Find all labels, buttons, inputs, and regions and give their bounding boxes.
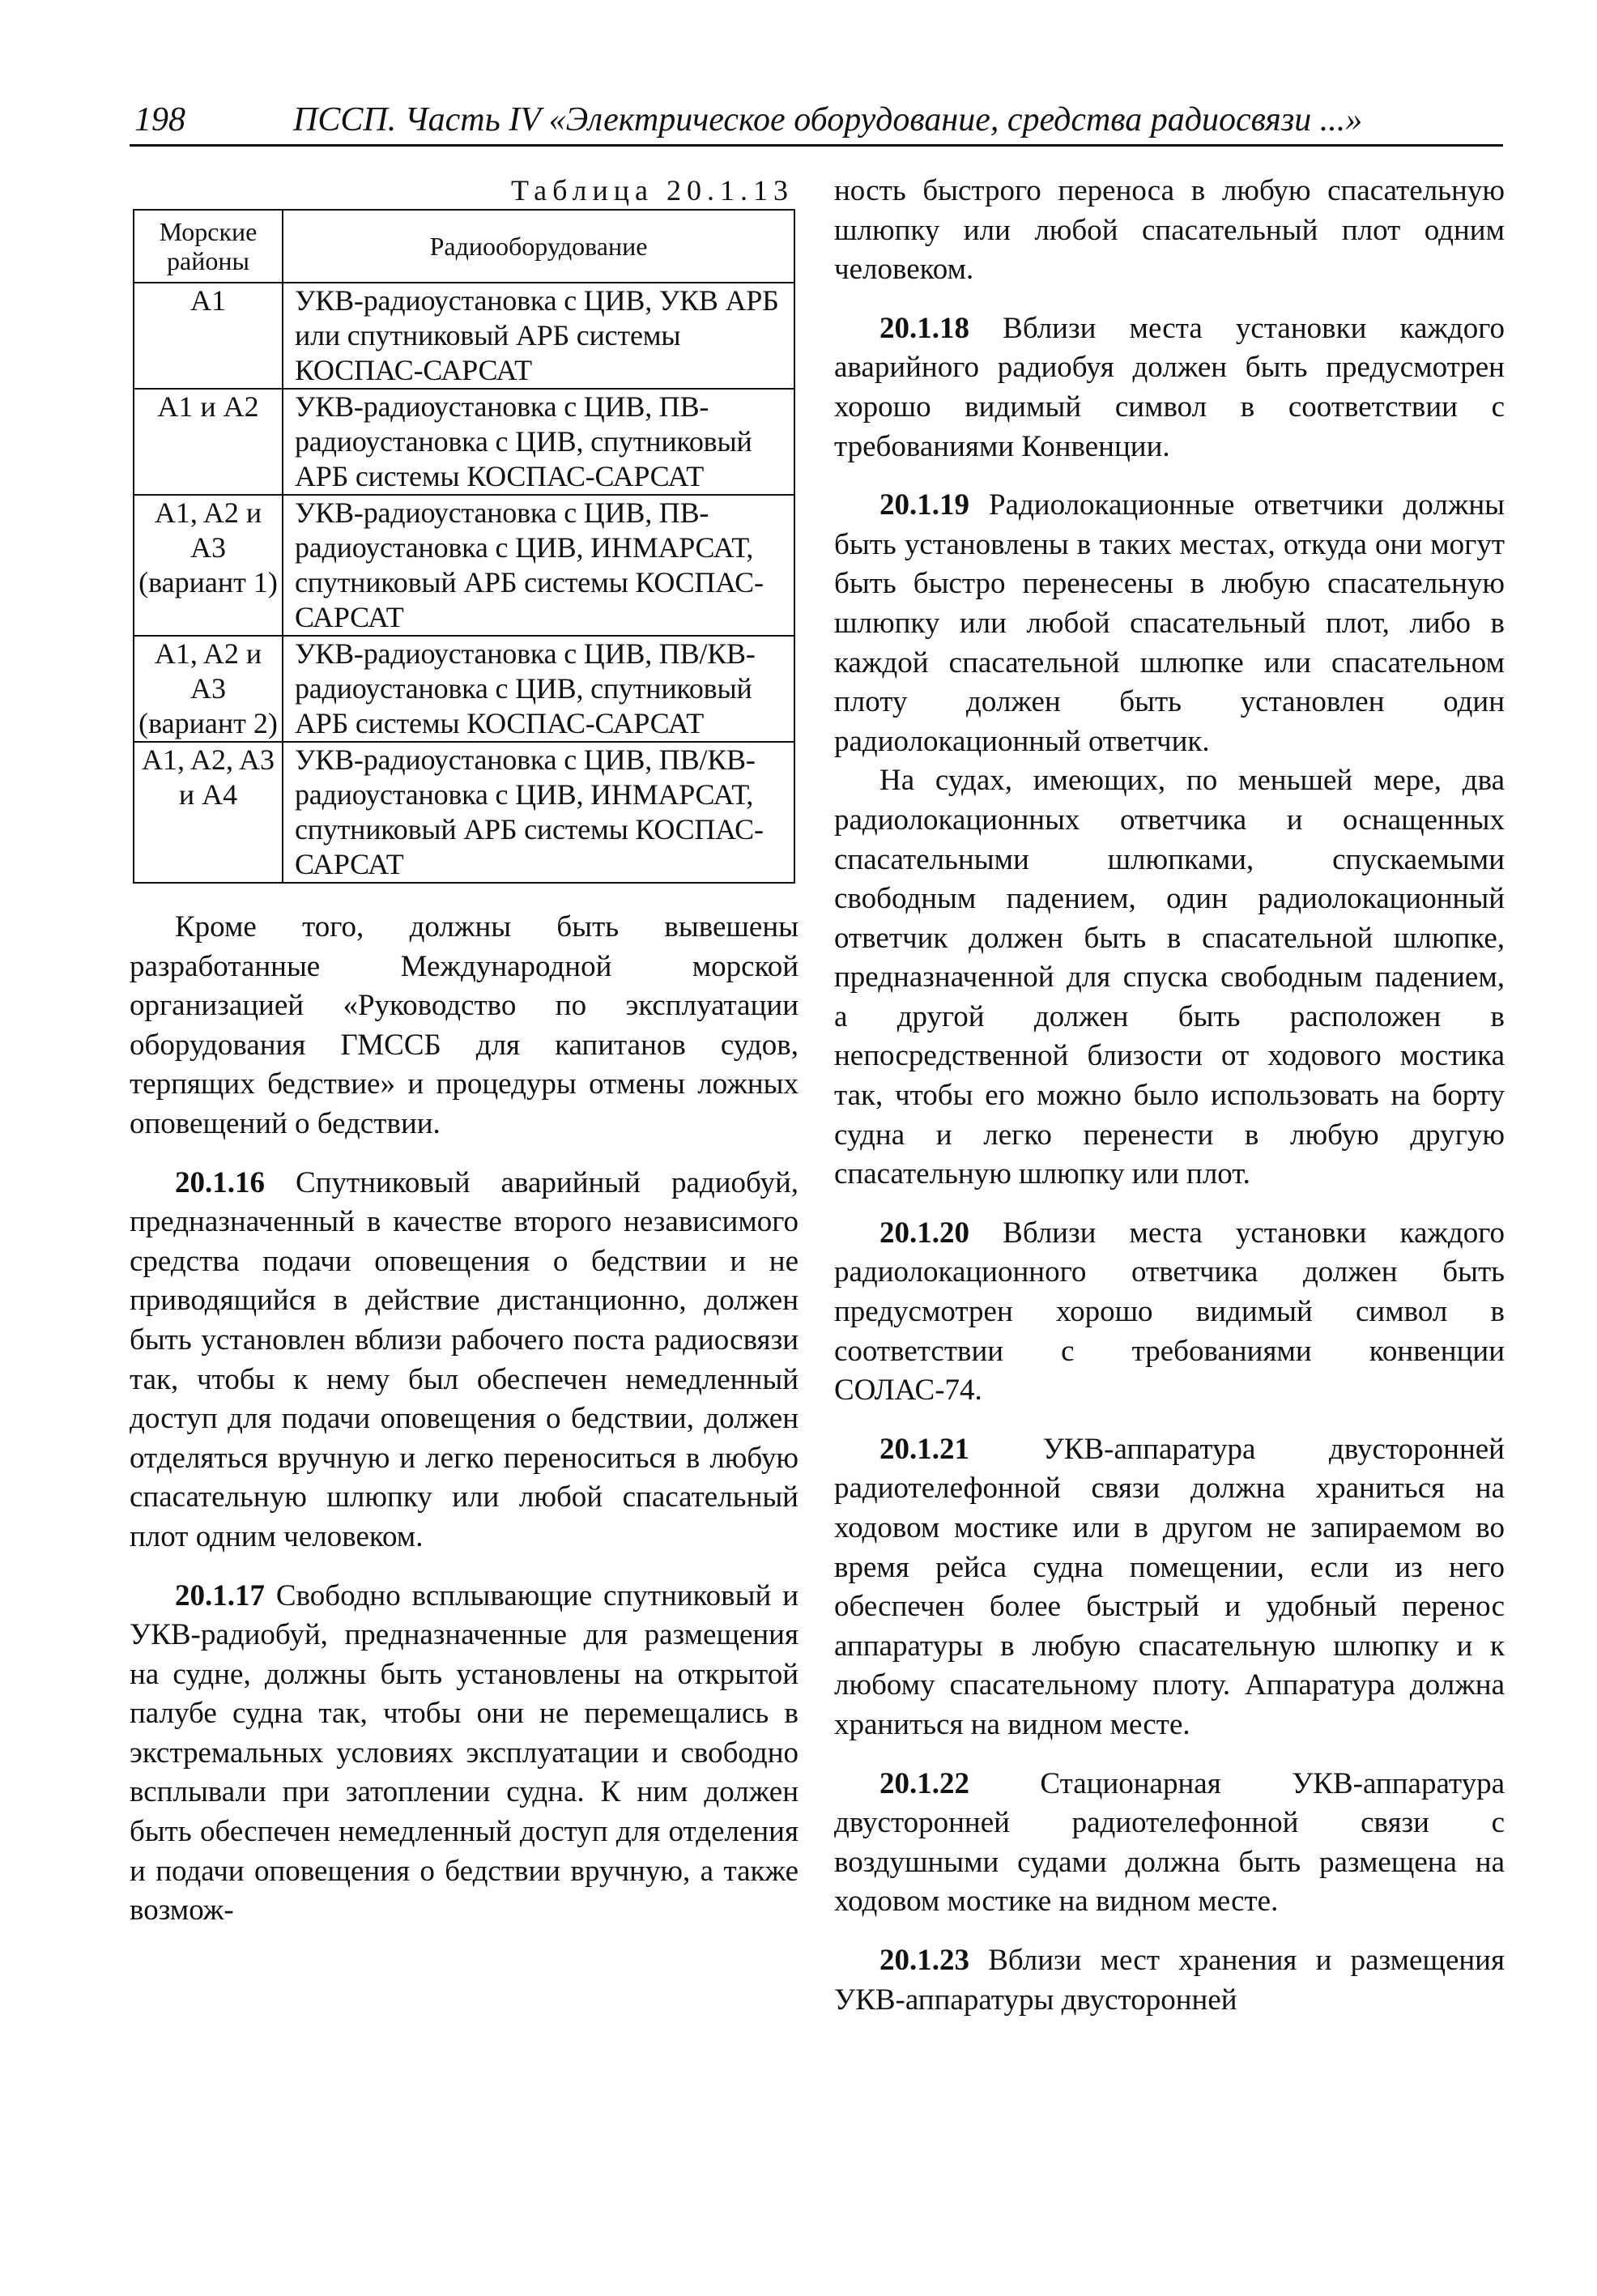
clause-text: Вблизи мест хранения и размещения УКВ-аппаратуры двусторонней: [834, 1943, 1505, 2017]
paragraph-20-1-18: [834, 309, 1505, 466]
region-cell: A1, A2 и A3 (вариант 2): [134, 636, 283, 742]
running-title: ПССП. Часть IV «Электрическое оборудование, средства радиосвязи ...»: [293, 101, 1363, 138]
col-header-regions: Морские районы: [134, 210, 283, 283]
table-row: [134, 495, 794, 636]
paragraph-20-1-19: [834, 486, 1505, 761]
equipment-cell: УКВ-радиоустановка с ЦИВ, ПВ-радиоустановка с ЦИВ, спутниковый АРБ системы КОСПАС-САРСАТ: [283, 389, 794, 495]
equipment-cell: УКВ-радиоустановка с ЦИВ, ПВ/КВ-радиоустановка с ЦИВ, спутниковый АРБ системы КОСПАС-САРСАТ: [283, 636, 794, 742]
col-header-equipment: Радиооборудование: [283, 210, 794, 283]
region-cell: A1: [134, 283, 283, 389]
equipment-cell: УКВ-радиоустановка с ЦИВ, ПВ-радиоустановка с ЦИВ, ИНМАРСАТ, спутниковый АРБ системы КОСПАС-САРСАТ: [283, 495, 794, 636]
paragraph-continuation: ность быстрого переноса в любую спасательную шлюпку или любой спасательный плот одним человеком.: [834, 174, 1505, 287]
clause-number: 20.1.23: [879, 1943, 969, 1977]
clause-text: Вблизи места установки каждого радиолокационного ответчика должен быть предусмотрен хорошо видимый символ в соответствии с требованиями конвенции СОЛАС-74.: [834, 1216, 1505, 1408]
right-column: [834, 172, 1505, 2020]
table-caption: Таблица 20.1.13: [511, 174, 794, 207]
paragraph-intro: Кроме того, должны быть вывешены разработанные Международной морской организацией «Руководство по эксплуатации оборудования ГМССБ для капитанов судов, терпящих бедствие» и процедуры отмены ложных оповещений о бедствии.: [130, 910, 798, 1140]
paragraph-20-1-21: [834, 1430, 1505, 1745]
clause-text: Стационарная УКВ-аппаратура двусторонней радиотелефонной связи с воздушными судами должна быть размещена на ходовом мостике на видном месте.: [834, 1766, 1505, 1919]
paragraph-20-1-19-extra: На судах, имеющих, по меньшей мере, два радиолокационных ответчика и оснащенных спасательными шлюпками, спускаемыми свободным падением, один радиолокационный ответчик должен быть в спасательной шлюпке, предназначенной для спуска свободным падением, а другой должен быть расположен в непосредственной близости от ходового мостика так, чтобы его можно было использовать на борту судна и легко перенести в любую другую спасательную шлюпку или плот.: [834, 764, 1505, 1191]
clause-text: Свободно всплывающие спутниковый и УКВ-радиобуй, предназначенные для размещения на судне, должны быть установлены на открытой палубе судна так, чтобы они не перемещались в экстремальных условиях эксплуатации и свободно всплывали при затоплении судна. К ним должен быть обеспечен немедленный доступ для отделения и подачи оповещения о бедствии вручную, а также возмож-: [130, 1578, 798, 1928]
clause-number: 20.1.19: [879, 488, 969, 522]
equipment-cell: УКВ-радиоустановка с ЦИВ, УКВ АРБ или спутниковый АРБ системы КОСПАС-САРСАТ: [283, 283, 794, 389]
clause-number: 20.1.17: [175, 1578, 265, 1612]
clause-text: Вблизи места установки каждого аварийного радиобуя должен быть предусмотрен хорошо видимый символ в соответствии с требованиями Конвенции.: [834, 311, 1505, 463]
paragraph-20-1-23: [834, 1941, 1505, 2020]
clause-number: 20.1.22: [879, 1766, 969, 1800]
page-number: 198: [134, 101, 185, 138]
left-column: [130, 172, 798, 1931]
clause-number: 20.1.18: [879, 311, 969, 345]
equipment-table: [133, 209, 795, 884]
clause-text: Спутниковый аварийный радиобуй, предназначенный в качестве второго независимого средства подачи оповещения о бедствии и не приводящийся в действие дистанционно, должен быть установлен вблизи рабочего поста радиосвязи так, чтобы к нему был обеспечен немедленный доступ для подачи оповещения о бедствии, должен отделяться вручную и легко переноситься в любую спасательную шлюпку или любой спасательный плот одним человеком.: [130, 1165, 799, 1553]
paragraph-20-1-16: [130, 1164, 798, 1557]
region-cell: A1, A2 и A3 (вариант 1): [134, 495, 283, 636]
table-row: [134, 742, 794, 883]
equipment-cell: УКВ-радиоустановка с ЦИВ, ПВ/КВ-радиоустановка с ЦИВ, ИНМАРСАТ, спутниковый АРБ системы КОСПАС-САРСАТ: [283, 742, 794, 883]
clause-number: 20.1.21: [879, 1432, 969, 1466]
table-header-row: [134, 210, 794, 283]
page-header: [130, 101, 1503, 147]
paragraph-20-1-20: [834, 1214, 1505, 1411]
region-cell: A1 и A2: [134, 389, 283, 495]
clause-number: 20.1.16: [175, 1165, 265, 1199]
clause-number: 20.1.20: [879, 1216, 969, 1250]
paragraph-20-1-22: [834, 1765, 1505, 1922]
region-cell: A1, A2, A3 и A4: [134, 742, 283, 883]
clause-text: Радиолокационные ответчики должны быть установлены в таких местах, откуда они могут быть быстро перенесены в любую спасательную шлюпку или любой спасательный плот, либо в каждой спасательной шлюпке или спасательном плоту должен быть установлен один радиолокационный ответчик.: [834, 488, 1505, 758]
table-row: [134, 389, 794, 495]
table-row: [134, 636, 794, 742]
paragraph-20-1-17: [130, 1577, 798, 1931]
clause-text: УКВ-аппаратура двусторонней радиотелефонной связи должна храниться на ходовом мостике или в другом не запираемом во время рейса судна помещении, если из него обеспечен более быстрый и удобный перенос аппаратуры в любую спасательную шлюпку и к любому спасательному плоту. Аппаратура должна храниться на видном месте.: [834, 1432, 1505, 1741]
table-row: [134, 283, 794, 389]
